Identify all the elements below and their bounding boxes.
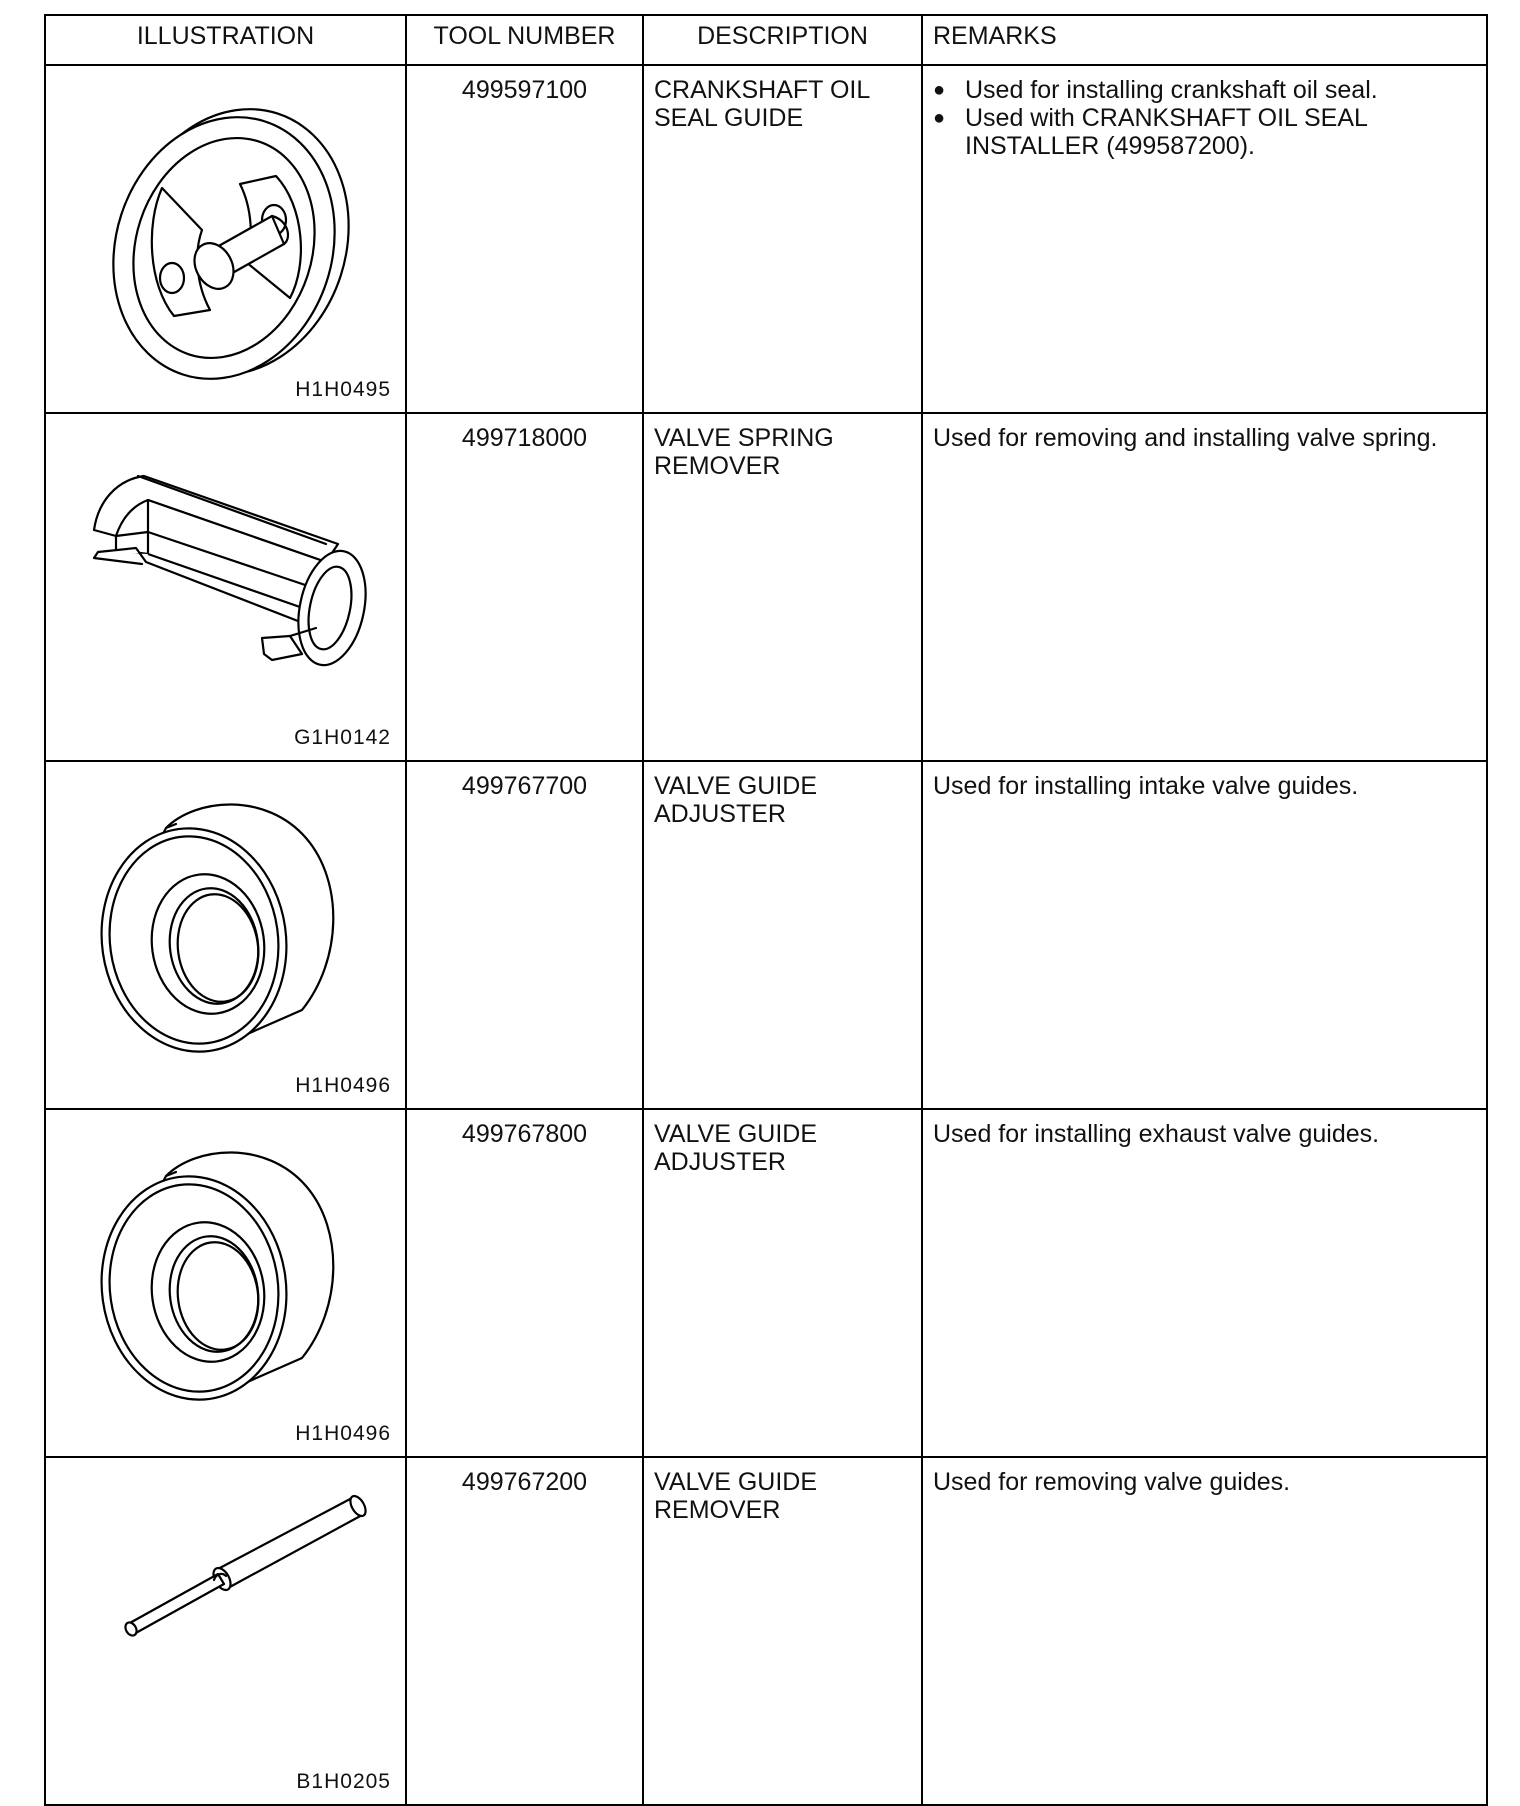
description-cell: VALVE GUIDE ADJUSTER xyxy=(643,761,922,1109)
illustration-cell xyxy=(45,1457,406,1805)
table-row xyxy=(45,1109,1487,1457)
valve-guide-adjuster-icon xyxy=(76,780,376,1080)
illustration-code: H1H0495 xyxy=(295,378,391,401)
remarks-cell: Used for removing valve guides. xyxy=(922,1457,1487,1805)
header-illustration: ILLUSTRATION xyxy=(45,15,406,65)
oil-seal-guide-icon xyxy=(76,84,376,384)
illustration-code: G1H0142 xyxy=(294,726,391,749)
remarks-cell xyxy=(922,65,1487,413)
table-row xyxy=(45,65,1487,413)
valve-spring-remover-icon xyxy=(76,432,376,732)
illustration-cell xyxy=(45,413,406,761)
table-row xyxy=(45,413,1487,761)
remarks-cell: Used for installing exhaust valve guides. xyxy=(922,1109,1487,1457)
special-tools-sheet xyxy=(44,14,1486,1806)
tool-number-cell: 499767200 xyxy=(406,1457,643,1805)
illustration-cell xyxy=(45,761,406,1109)
description-cell: VALVE SPRING REMOVER xyxy=(643,413,922,761)
tool-number-cell: 499718000 xyxy=(406,413,643,761)
table-row xyxy=(45,1457,1487,1805)
tool-number-cell: 499597100 xyxy=(406,65,643,413)
illustration-cell xyxy=(45,1109,406,1457)
tool-number-cell: 499767700 xyxy=(406,761,643,1109)
table-header-row xyxy=(45,15,1487,65)
remarks-list-item: ● Used for installing crankshaft oil seal. xyxy=(933,76,1476,104)
header-description: DESCRIPTION xyxy=(643,15,922,65)
remarks-list xyxy=(933,76,1476,160)
description-cell: CRANKSHAFT OIL SEAL GUIDE xyxy=(643,65,922,413)
illustration-code: H1H0496 xyxy=(295,1074,391,1097)
special-tools-table xyxy=(44,14,1488,1806)
table-row xyxy=(45,761,1487,1109)
valve-guide-remover-icon xyxy=(76,1476,376,1776)
header-remarks: REMARKS xyxy=(922,15,1487,65)
illustration-cell xyxy=(45,65,406,413)
remarks-cell: Used for installing intake valve guides. xyxy=(922,761,1487,1109)
illustration-code: H1H0496 xyxy=(295,1422,391,1445)
remarks-list-item: ● Used with CRANKSHAFT OIL SEAL INSTALLER (499587200). xyxy=(933,104,1476,160)
header-tool-number: TOOL NUMBER xyxy=(406,15,643,65)
remarks-cell: Used for removing and installing valve spring. xyxy=(922,413,1487,761)
illustration-code: B1H0205 xyxy=(296,1770,391,1793)
tool-number-cell: 499767800 xyxy=(406,1109,643,1457)
description-cell: VALVE GUIDE REMOVER xyxy=(643,1457,922,1805)
description-cell: VALVE GUIDE ADJUSTER xyxy=(643,1109,922,1457)
valve-guide-adjuster-icon xyxy=(76,1128,376,1428)
